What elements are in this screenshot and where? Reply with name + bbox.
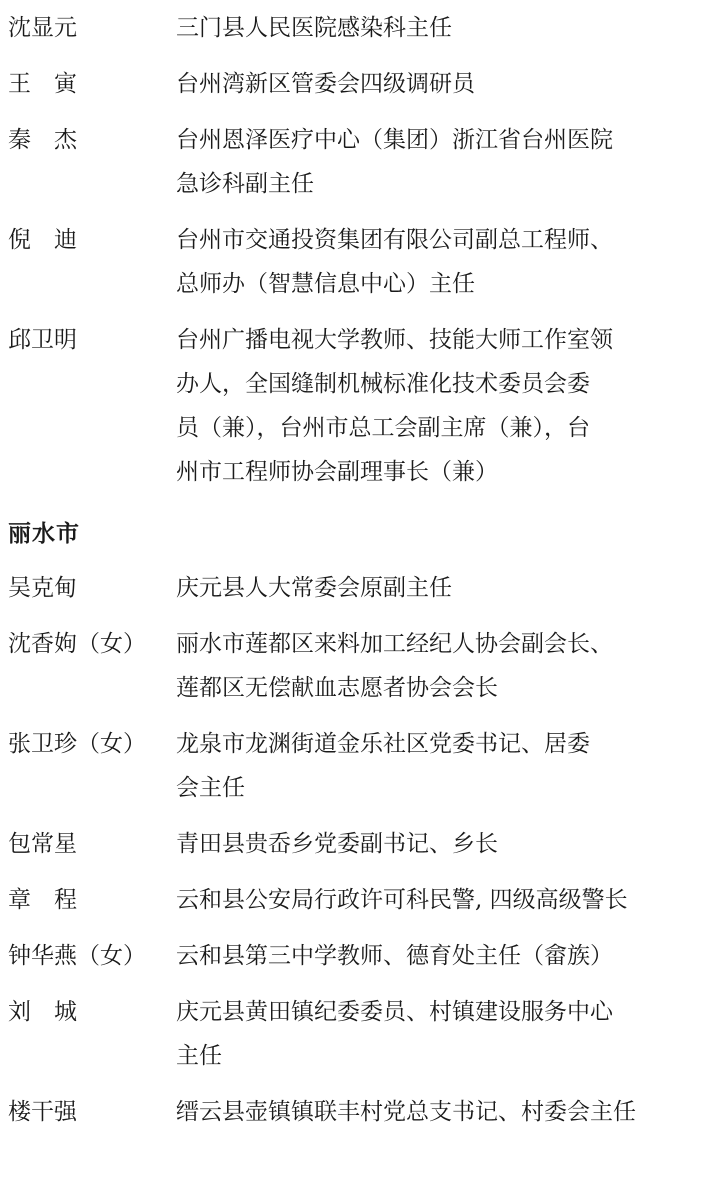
list-item [8,318,708,494]
person-title [176,62,708,106]
entry-list-top [8,6,708,494]
person-title [176,318,708,494]
person-name: 沈显元 [8,15,77,41]
person-name: 邱卫明 [8,327,77,353]
person-title [176,218,708,306]
list-item [8,1090,708,1134]
person-name: 张卫珍（女） [8,731,146,757]
list-item [8,6,708,50]
person-title [176,822,708,866]
person-title-line: 云和县公安局行政许可科民警, 四级高级警长 [176,887,628,913]
person-title-line: 青田县贵岙乡党委副书记、乡长 [176,831,498,857]
person-name: 王 寅 [8,71,77,97]
person-title [176,990,708,1078]
list-item [8,218,708,306]
person-title-line: 办人，全国缝制机械标准化技术委员会委 [176,371,590,397]
person-title-line: 缙云县壶镇镇联丰村党总支书记、村委会主任 [176,1099,636,1125]
section-heading-lishui: 丽水市 [8,521,80,547]
person-name: 章 程 [8,887,77,913]
person-title-line: 台州广播电视大学教师、技能大师工作室领 [176,327,613,353]
person-title-line: 州市工程师协会副理事长（兼） [176,459,498,485]
person-title [176,566,708,610]
person-title-line: 台州湾新区管委会四级调研员 [176,71,475,97]
person-title [176,934,708,978]
person-title-line: 龙泉市龙渊街道金乐社区党委书记、居委 [176,731,590,757]
person-title-line: 庆元县人大常委会原副主任 [176,575,452,601]
person-title-line: 丽水市莲都区来料加工经纪人协会副会长、 [176,631,613,657]
entry-list-bottom [8,566,708,1134]
person-title-line: 员（兼），台州市总工会副主席（兼），台 [176,415,590,441]
person-title-line: 会主任 [176,775,245,801]
person-name: 钟华燕（女） [8,943,146,969]
person-title-line: 主任 [176,1043,222,1069]
person-name: 楼干强 [8,1099,77,1125]
person-title [176,878,708,922]
person-title-line: 台州市交通投资集团有限公司副总工程师、 [176,227,613,253]
person-title-line: 台州恩泽医疗中心（集团）浙江省台州医院 [176,127,613,153]
list-item [8,622,708,710]
person-name: 刘 城 [8,999,77,1025]
person-title [176,118,708,206]
person-title-line: 莲都区无偿献血志愿者协会会长 [176,675,498,701]
person-title [176,722,708,810]
list-item [8,722,708,810]
list-item [8,990,708,1078]
person-title [176,622,708,710]
person-title [176,1090,708,1134]
list-item [8,118,708,206]
list-item [8,878,708,922]
person-name: 沈香姁（女） [8,631,146,657]
list-item [8,62,708,106]
person-title-line: 总师办（智慧信息中心）主任 [176,271,475,297]
list-item [8,934,708,978]
person-title-line: 云和县第三中学教师、德育处主任（畲族） [176,943,613,969]
person-name: 吴克甸 [8,575,77,601]
person-title-line: 急诊科副主任 [176,171,314,197]
list-item [8,822,708,866]
list-item [8,566,708,610]
person-name: 秦 杰 [8,127,77,153]
person-name: 包常星 [8,831,77,857]
person-name: 倪 迪 [8,227,77,253]
person-title-line: 庆元县黄田镇纪委委员、村镇建设服务中心 [176,999,613,1025]
person-title [176,6,708,50]
person-title-line: 三门县人民医院感染科主任 [176,15,452,41]
